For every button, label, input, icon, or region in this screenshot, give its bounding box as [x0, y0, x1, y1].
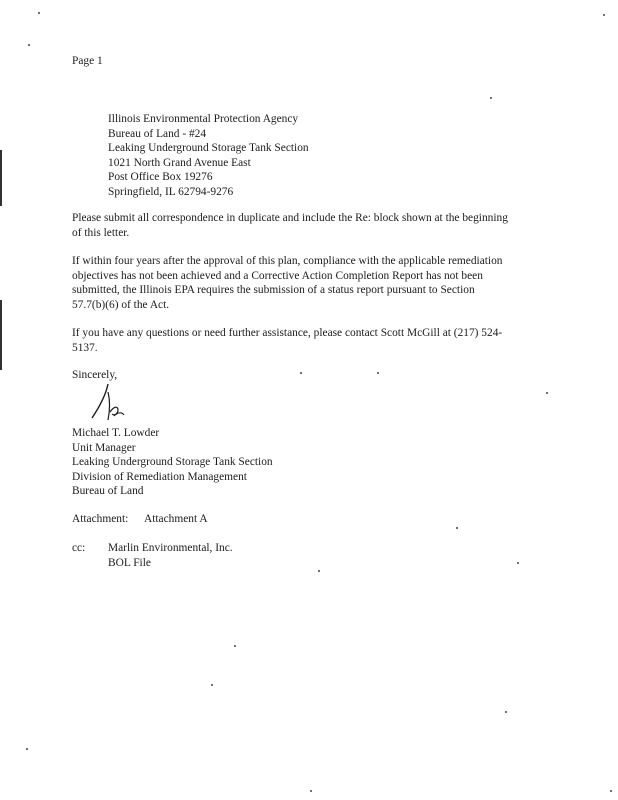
scan-speck [603, 14, 605, 16]
address-line: Springfield, IL 62794-9276 [108, 185, 234, 198]
cc-recipients [108, 541, 233, 570]
paragraph-line: 57.7(b)(6) of the Act. [72, 298, 170, 311]
signer-name: Michael T. Lowder [72, 427, 160, 439]
handwritten-signature [88, 382, 128, 424]
address-line: 1021 North Grand Avenue East [108, 156, 251, 169]
scan-speck [38, 12, 40, 14]
closing-salutation: Sincerely, [72, 369, 118, 381]
paragraph-line: objectives has not been achieved and a Corrective Action Completion Report has not been [72, 269, 483, 282]
signer-section: Leaking Underground Storage Tank Section [72, 456, 273, 469]
scan-speck [517, 562, 519, 564]
scan-speck [456, 527, 458, 529]
address-line: Illinois Environmental Protection Agency [108, 113, 299, 125]
paragraph-line: If within four years after the approval of this plan, compliance with the applicable remediation [72, 255, 503, 267]
signer-block [72, 426, 273, 499]
paragraph-line: of this letter. [72, 226, 130, 239]
scan-speck [211, 684, 213, 686]
cc-label: cc: [72, 542, 86, 554]
paragraph-line: 5137. [72, 341, 98, 354]
paragraph-line: Please submit all correspondence in duplicate and include the Re: block shown at the beginning [72, 212, 508, 224]
scan-speck [490, 97, 492, 99]
scan-speck [546, 392, 548, 394]
scan-speck [26, 748, 28, 750]
signer-title: Unit Manager [72, 441, 136, 454]
attachment-label: Attachment: [72, 513, 129, 525]
address-line: Leaking Underground Storage Tank Section [108, 142, 309, 155]
scan-speck [300, 372, 302, 374]
paragraph-status-report [72, 254, 540, 312]
scan-speck [610, 790, 612, 792]
signer-division: Division of Remediation Management [72, 470, 247, 483]
paragraph-line: submitted, the Illinois EPA requires the submission of a status report pursuant to Section [72, 284, 475, 297]
scan-edge-mark [0, 150, 2, 206]
paragraph-correspondence [72, 211, 540, 240]
scan-edge-mark [0, 300, 2, 370]
scan-speck [310, 790, 312, 792]
cc-recipient: BOL File [108, 556, 151, 569]
recipient-address [108, 112, 309, 200]
cc-recipient: Marlin Environmental, Inc. [108, 542, 233, 554]
signer-bureau: Bureau of Land [72, 485, 144, 498]
attachment-value: Attachment A [144, 513, 208, 525]
scan-speck [505, 711, 507, 713]
address-line: Post Office Box 19276 [108, 171, 213, 184]
scan-speck [318, 570, 320, 572]
scan-speck [28, 44, 30, 46]
paragraph-contact [72, 326, 540, 355]
paragraph-line: If you have any questions or need further assistance, please contact Scott McGill at (217) 524- [72, 327, 503, 339]
scan-speck [377, 372, 379, 374]
scan-speck [234, 645, 236, 647]
page-label: Page 1 [72, 55, 103, 67]
address-line: Bureau of Land - #24 [108, 127, 207, 140]
